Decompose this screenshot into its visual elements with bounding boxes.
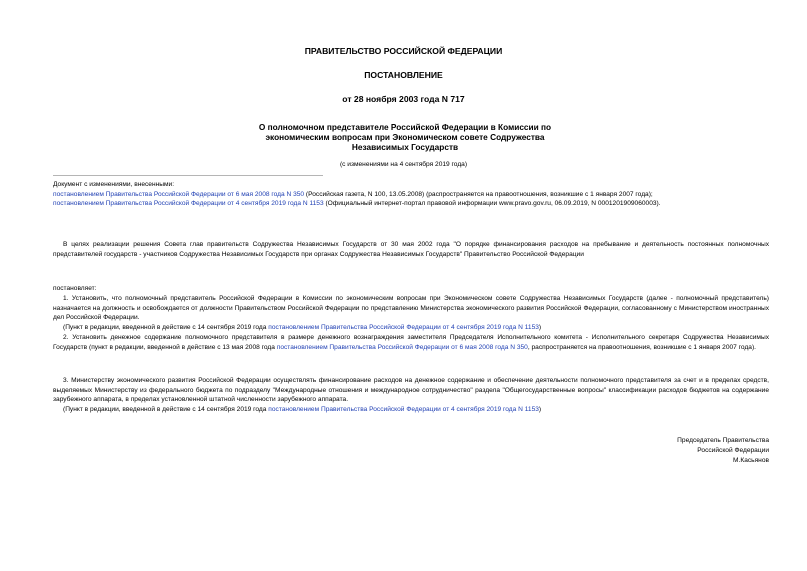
paragraph-3-note	[53, 405, 769, 415]
paragraph-1-note	[53, 323, 769, 333]
note-text: (Пункт в редакции, введенной в действие с 14 сентября 2019 года	[63, 324, 269, 331]
paragraph-2	[53, 333, 769, 352]
amendment-link-2019-p1[interactable]: постановлением Правительства Российской Федерации от 4 сентября 2019 года N 1153	[268, 324, 539, 331]
amendment-link-2008[interactable]: постановлением Правительства Российской Федерации от 6 мая 2008 года N 350	[53, 190, 305, 198]
amendment-link-2008-p2[interactable]: постановлением Правительства Российской Федерации от 6 мая 2008 года N 350	[276, 343, 528, 351]
changes-list	[53, 180, 769, 209]
document-type-heading: ПОСТАНОВЛЕНИЕ	[364, 70, 443, 80]
signature-position: Российской Федерации	[697, 447, 769, 455]
changes-intro: Документ с изменениями, внесенными:	[53, 181, 175, 188]
title-line: О полномочном представителе Российской Федерации в Комиссии по	[258, 122, 552, 132]
note-text: (Пункт в редакции, введенной в действие с 14 сентября 2019 года	[63, 406, 269, 413]
changes-item	[53, 199, 769, 209]
paragraph-3: 3. Министерству экономического развития Российской Федерации осуществлять финансирование расходов на денежное содержание и обеспечение деятельности полномочного представителя за счет и в пределах средств, выделяемых Министерству из федерального бюджета по подразделу "Международные отношения и международное сотрудничество" раздела "Общегосударственные вопросы" классификации расходов бюджетов на содержание зарубежного аппарата, в пределах установленной штатной численности зарубежного аппарата.	[53, 377, 769, 404]
paragraph-2-text: , распространяется на правоотношения, возникшие с 1 января 2007 года).	[527, 343, 756, 351]
decrees-word: постановляет:	[53, 285, 97, 292]
government-heading: ПРАВИТЕЛЬСТВО РОССИЙСКОЙ ФЕДЕРАЦИИ	[304, 46, 503, 56]
preamble-paragraph: В целях реализации решения Совета глав правительств Содружества Независимых Государств от 30 мая 2002 года "О порядке финансирования расходов на пребывание и деятельность постоянных полномочных представителей государств - участников Содружества Независимых Государств при органах Содружества Независимых Государств" Правительство Российской Федерации	[53, 241, 769, 258]
signature-block	[677, 436, 769, 467]
document-date-number: от 28 ноября 2003 года N 717	[342, 94, 465, 104]
edition-note: (с изменениями на 4 сентября 2019 года)	[339, 161, 468, 168]
note-text: )	[538, 324, 542, 331]
paragraph-1: 1. Установить, что полномочный представитель Российской Федерации в Комиссии по экономическим вопросам при Экономическом совете Содружества Независимых Государств (далее - полномочный представитель) назначается на должность и освобождается от должности Правительством Российской Федерации по представлению Министерства экономического развития Российской Федерации, согласованному с Министерством иностранных дел Российской Федерации.	[53, 295, 769, 322]
amendment-link-2019-p3[interactable]: постановлением Правительства Российской Федерации от 4 сентября 2019 года N 1153	[268, 406, 539, 413]
changes-item	[53, 190, 769, 200]
title-line: Независимых Государств	[351, 142, 459, 153]
paragraph-2-text: 2. Установить денежное содержание полномочного представителя в размере денежного вознаграждения заместителя Председателя Исполнительного комитета - Исполнительного секретаря Содружества Независимых Государств (пункт в редакции, введенной в действие с 13 мая 2008 года	[53, 334, 769, 351]
divider	[53, 175, 323, 176]
changes-item-text: (Российская газета, N 100, 13.05.2008) (распространяется на правоотношения, возникшие с 1 января 2007 года);	[304, 190, 653, 198]
amendment-link-2019[interactable]: постановлением Правительства Российской Федерации от 4 сентября 2019 года N 1153	[53, 200, 324, 208]
signature-position: Председатель Правительства	[677, 437, 769, 444]
note-text: )	[538, 406, 542, 413]
changes-item-text: (Официальный интернет-портал правовой информации www.pravo.gov.ru, 06.09.2019, N 0001201909060003).	[323, 200, 661, 208]
document-title	[200, 122, 610, 152]
title-line: экономическим вопросам при Экономическом совете Содружества	[265, 132, 545, 143]
signature-name: М.Касьянов	[733, 457, 769, 465]
